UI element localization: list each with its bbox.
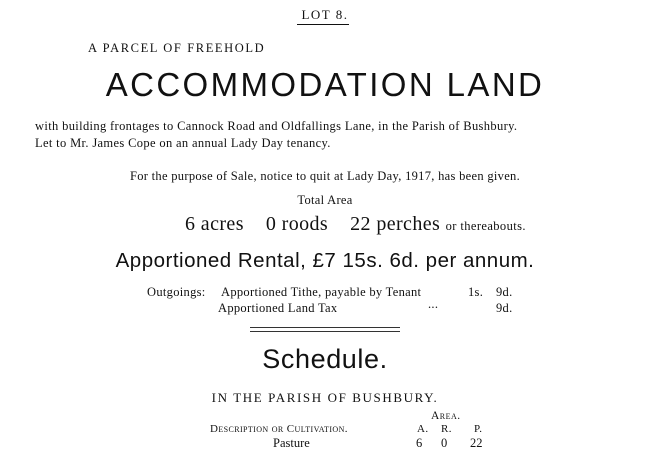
parcel-heading: A PARCEL OF FREEHOLD [88,41,266,55]
description-line-2: Let to Mr. James Cope on an annual Lady Day tenancy. [35,136,331,150]
column-header-acres: A. [417,423,429,435]
schedule-row-roods: 0 [441,436,448,450]
outgoing-land-tax-pence: 9d. [496,301,513,315]
column-header-description: Description or Cultivation. [210,423,348,435]
column-header-roods: R. [441,423,452,435]
lot-number: LOT 8. [301,7,349,22]
page-title: ACCOMMODATION LAND [105,66,545,103]
schedule-row-perches: 22 [470,436,483,450]
schedule-row-description: Pasture [273,436,310,450]
area-column-group-heading: Area. [431,410,461,422]
total-area-value [185,213,526,236]
apportioned-rental: Apportioned Rental, £7 15s. 6d. per annum. [115,249,535,272]
total-area-label: Total Area [297,193,353,207]
outgoing-item-tithe: Apportioned Tithe, payable by Tenant [221,285,422,299]
property-description [35,118,517,152]
area-suffix: or thereabouts. [445,219,526,233]
divider-rule-top [250,327,400,328]
outgoing-item-land-tax: Apportioned Land Tax [218,301,338,315]
schedule-heading: Schedule. [262,344,388,374]
description-line-1: with building frontages to Cannock Road and Oldfallings Lane, in the Parish of Bushbury. [35,119,518,133]
column-header-perches: P. [474,423,483,435]
parish-heading: IN THE PARISH OF BUSHBURY. [211,390,439,405]
sale-notice: For the purpose of Sale, notice to quit at Lady Day, 1917, has been given. [129,169,521,183]
lot-underline [297,24,349,25]
area-acres: 6 acres [185,213,244,235]
area-roods: 0 roods [265,213,329,235]
area-perches: 22 perches [350,213,441,235]
outgoing-tithe-shillings: 1s. [468,285,484,299]
outgoing-tithe-pence: 9d. [496,285,513,299]
outgoings-label: Outgoings: [147,285,206,299]
schedule-row-acres: 6 [416,436,423,450]
divider-rule-bottom [250,331,400,332]
outgoing-land-tax-dots: ... [428,297,439,311]
